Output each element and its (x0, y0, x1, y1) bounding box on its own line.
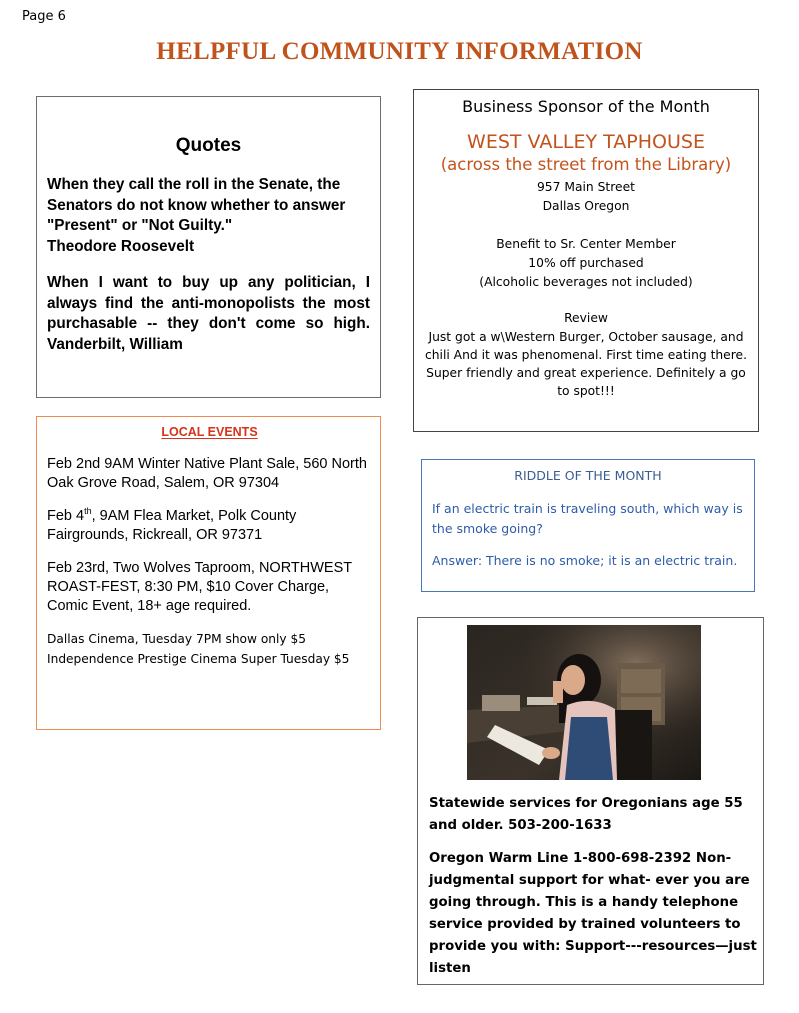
local-events-heading: LOCAL EVENTS (161, 425, 258, 439)
sponsor-address-street: 957 Main Street (536, 180, 635, 194)
event-dallas-cinema: Dallas Cinema, Tuesday 7PM show only $5 (47, 632, 307, 646)
sponsor-benefit-discount: 10% off purchased (528, 256, 644, 270)
page-number: Page 6 (22, 9, 66, 24)
sponsor-review-label: Review (564, 311, 608, 325)
event-flea-market (47, 507, 372, 545)
quotes-heading: Quotes (175, 135, 242, 156)
services-box (417, 617, 764, 985)
riddle-box (421, 459, 755, 592)
quote-roosevelt-author: Theodore Roosevelt (47, 237, 195, 255)
event-independence-cinema: Independence Prestige Cinema Super Tuesday $5 (47, 651, 350, 666)
quote-roosevelt (47, 175, 370, 257)
sponsor-name: WEST VALLEY TAPHOUSE (467, 131, 705, 153)
event-flea-market-details: , 9AM Flea Market, Polk County Fairgrounds, Rickreall, OR 97371 (47, 508, 297, 543)
sponsor-subtitle: (across the street from the Library) (440, 155, 732, 174)
quote-roosevelt-text: When they call the roll in the Senate, the Senators do not know whether to answer "Present" or "Not Guilty." (47, 176, 346, 234)
sponsor-benefit-note: (Alcoholic beverages not included) (479, 275, 693, 289)
quote-vanderbilt: When I want to buy up any politician, I always find the anti-monopolists the most purchasable -- they don't come so high. Vanderbilt, William (47, 274, 370, 353)
woman-on-phone-photo (467, 625, 701, 780)
page-title: HELPFUL COMMUNITY INFORMATION (156, 38, 643, 65)
event-flea-market-date: Feb 4 (47, 508, 85, 524)
riddle-heading: RIDDLE OF THE MONTH (514, 468, 662, 483)
event-plant-sale: Feb 2nd 9AM Winter Native Plant Sale, 560 North Oak Grove Road, Salem, OR 97304 (47, 456, 367, 491)
riddle-question: If an electric train is traveling south, which way is the smoke going? (432, 501, 743, 536)
event-flea-market-sup: th (84, 506, 92, 517)
statewide-services-text: Statewide services for Oregonians age 55 and older. 503-200-1633 (429, 796, 743, 833)
sponsor-address-city: Dallas Oregon (542, 199, 630, 213)
sponsor-box (413, 89, 759, 432)
event-roast-fest: Feb 23rd, Two Wolves Taproom, NORTHWEST ROAST-FEST, 8:30 PM, $10 Cover Charge, Comic Event, 18+ age required. (47, 560, 352, 614)
sponsor-benefit-label: Benefit to Sr. Center Member (496, 237, 676, 251)
quotes-box (36, 96, 381, 398)
sponsor-heading: Business Sponsor of the Month (462, 97, 710, 116)
warm-line-text: Oregon Warm Line 1-800-698-2392 Non-judgmental support for what- ever you are going through. This is a handy telephone service provided by trained volunteers to provide you with: Support---resources—just listen (429, 851, 757, 976)
sponsor-review-text: Just got a w\Western Burger, October sausage, and chili And it was phenomenal. First time eating there. Super friendly and great experience. Definitely a go to spot!!! (424, 330, 748, 398)
local-events-box (36, 416, 381, 730)
riddle-answer: Answer: There is no smoke; it is an electric train. (432, 553, 738, 568)
